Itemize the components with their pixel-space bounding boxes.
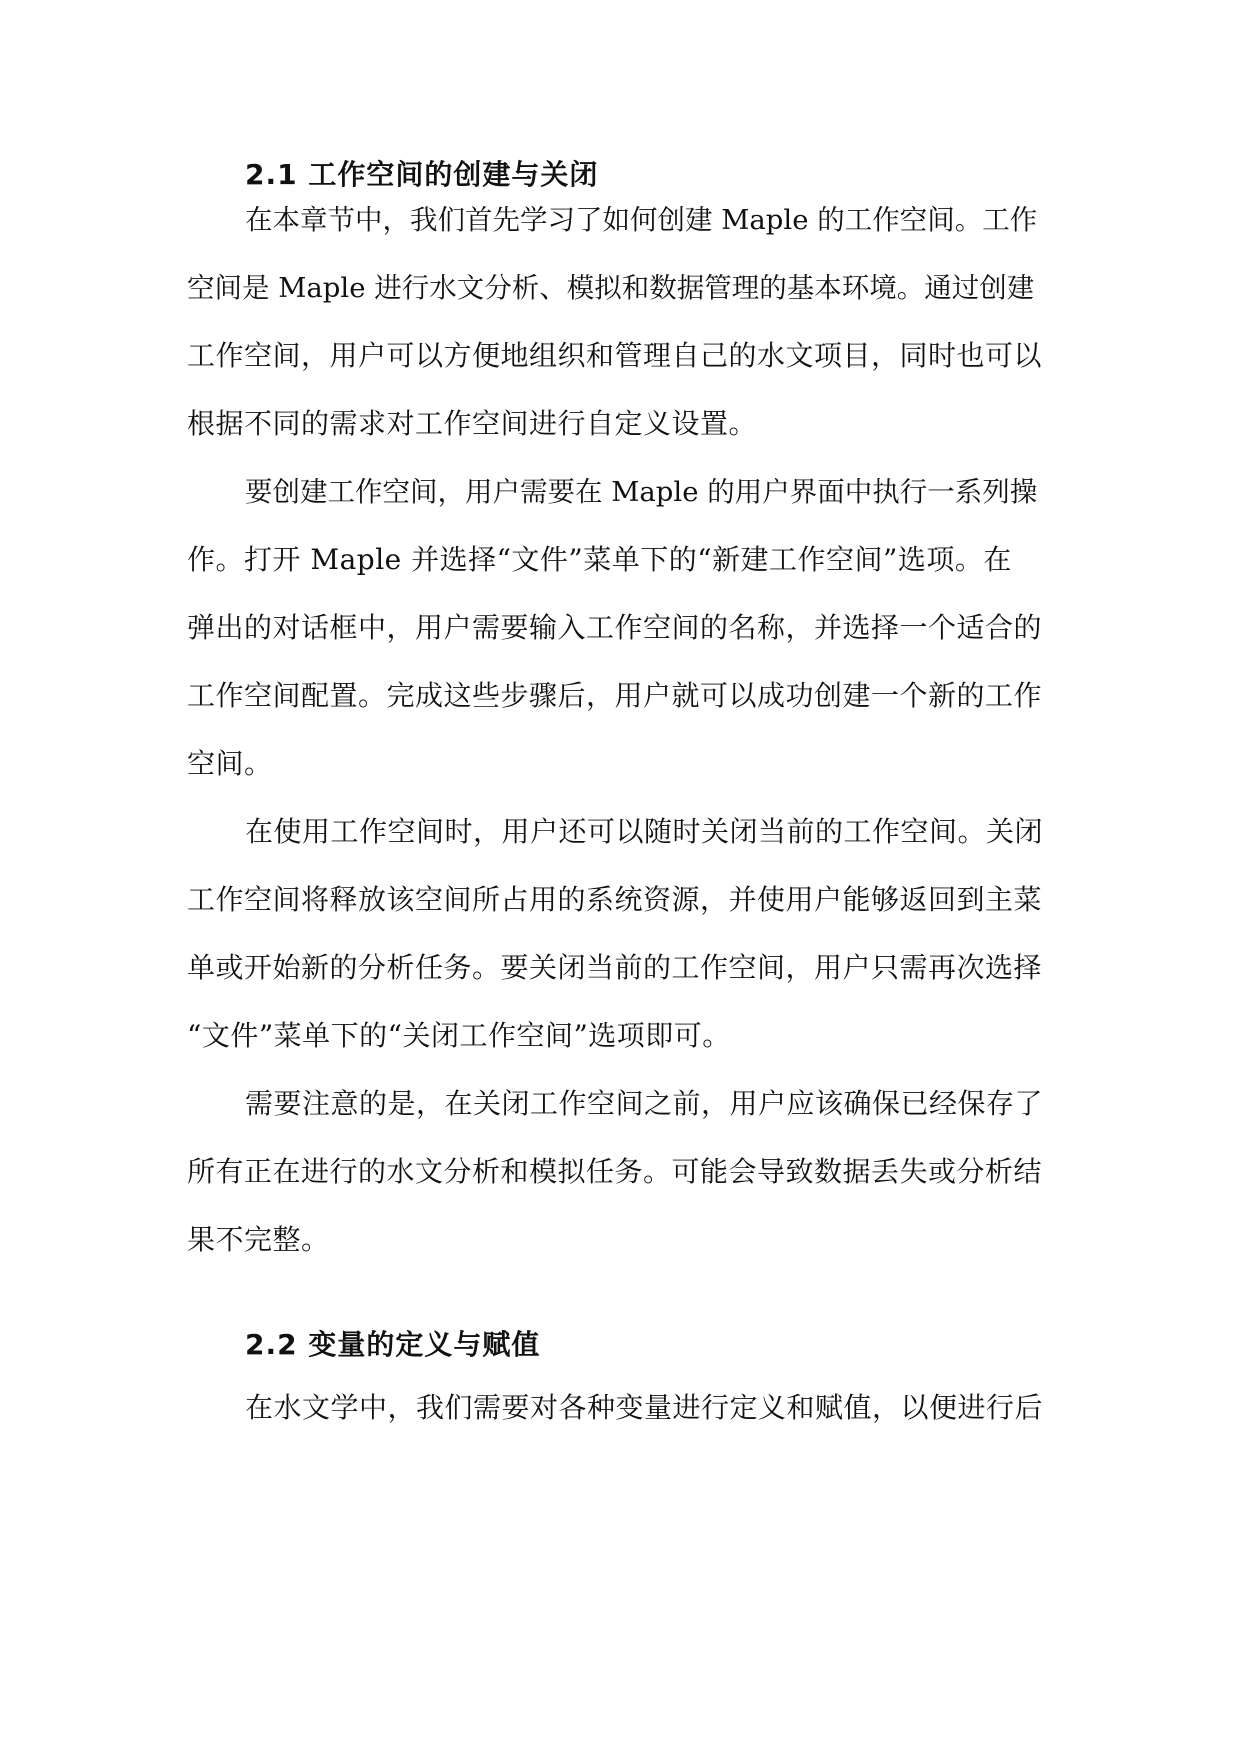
section-heading-2-1: 2.1 工作空间的创建与关闭: [245, 158, 599, 191]
paragraph-line: 根据不同的需求对工作空间进行自定义设置。: [187, 407, 758, 440]
paragraph-line: 作。打开 Maple 并选择“文件”菜单下的“新建工作空间”选项。在: [187, 543, 1012, 576]
paragraph-line: 单或开始新的分析任务。要关闭当前的工作空间，用户只需再次选择: [187, 951, 1043, 984]
paragraph-line: 空间。: [187, 747, 273, 780]
paragraph-line: 在水文学中，我们需要对各种变量进行定义和赋值，以便进行后: [245, 1391, 1044, 1424]
paragraph-line: 在本章节中，我们首先学习了如何创建 Maple 的工作空间。工作: [245, 204, 1038, 236]
paragraph-line: “文件”菜单下的“关闭工作空间”选项即可。: [187, 1019, 731, 1052]
paragraph-line: 工作空间将释放该空间所占用的系统资源，并使用户能够返回到主菜: [187, 883, 1043, 916]
paragraph-line: 工作空间配置。完成这些步骤后，用户就可以成功创建一个新的工作: [187, 679, 1043, 712]
paragraph-line: 在使用工作空间时，用户还可以随时关闭当前的工作空间。关闭: [245, 815, 1044, 848]
paragraph-line: 需要注意的是，在关闭工作空间之前，用户应该确保已经保存了: [245, 1087, 1044, 1120]
paragraph-line: 空间是 Maple 进行水文分析、模拟和数据管理的基本环境。通过创建: [187, 272, 1035, 304]
paragraph-line: 果不完整。: [187, 1223, 330, 1256]
paragraph-line: 要创建工作空间，用户需要在 Maple 的用户界面中执行一系列操: [245, 476, 1038, 508]
paragraph-line: 所有正在进行的水文分析和模拟任务。可能会导致数据丢失或分析结: [187, 1155, 1043, 1188]
section-heading-2-2: 2.2 变量的定义与赋值: [245, 1328, 541, 1361]
paragraph-line: 工作空间，用户可以方便地组织和管理自己的水文项目，同时也可以: [187, 339, 1043, 372]
paragraph-line: 弹出的对话框中，用户需要输入工作空间的名称，并选择一个适合的: [187, 611, 1043, 644]
